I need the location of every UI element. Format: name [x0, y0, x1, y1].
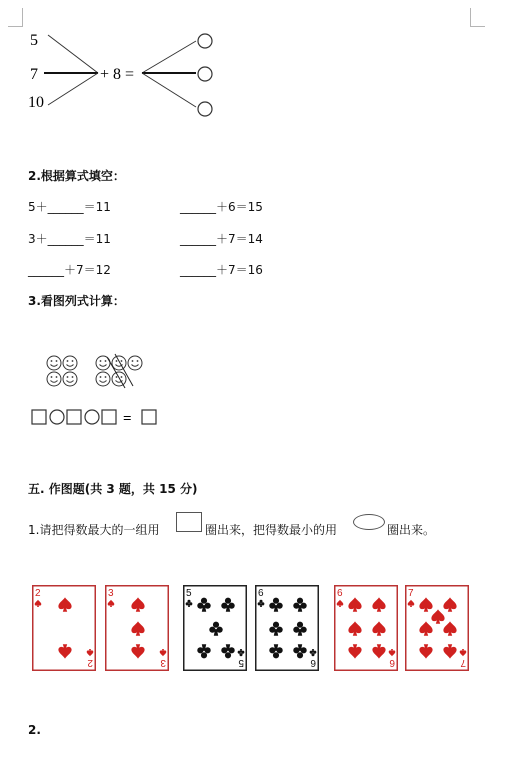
equation-3: 3＋______＝11: [28, 232, 111, 246]
answer-box-1: [32, 410, 46, 424]
smiley-face: [112, 372, 126, 386]
playing-card-6-club: [255, 585, 319, 671]
left-number-10: 10: [28, 94, 44, 111]
smiley-face: [47, 372, 61, 386]
q2-heading: 2.根据算式填空：: [28, 169, 125, 183]
card-rank-bottom: 5: [238, 657, 244, 668]
square-shape-icon: [176, 512, 202, 532]
operator-circle-1: [50, 410, 64, 424]
section5-q1-text-c: 圈出来。: [387, 523, 436, 537]
q3-heading: 3.看图列式计算：: [28, 294, 125, 308]
card-rank-top: 6: [258, 588, 264, 599]
equation-4: ______＋7＝14: [180, 232, 263, 246]
branch-line-bottom-left: [48, 73, 98, 105]
smiley-face: [63, 372, 77, 386]
left-number-7: 7: [30, 66, 38, 83]
card-rank-bottom: 3: [160, 657, 166, 668]
smiley-face: [96, 372, 110, 386]
corner-mark-right: [470, 8, 485, 27]
equals-sign: =: [123, 411, 132, 427]
playing-card-7-spade: [405, 585, 469, 671]
card-rank-bottom: 6: [310, 657, 316, 668]
card-border: [335, 586, 398, 671]
smiley-face: [128, 356, 142, 370]
card-border: [256, 586, 319, 671]
q2b-label: 2.: [28, 723, 41, 737]
equation-6: ______＋7＝16: [180, 263, 263, 277]
answer-circle-middle: [198, 67, 212, 81]
card-rank-bottom: 6: [389, 657, 395, 668]
answer-box-4: [142, 410, 156, 424]
section5-heading: 五. 作图题(共 3 题，共 15 分): [28, 482, 198, 496]
oval-shape-icon: [353, 514, 385, 530]
operator-text: + 8 =: [100, 66, 135, 83]
smiley-face: [112, 356, 126, 370]
left-number-5: 5: [30, 32, 38, 49]
card-rank-top: 6: [337, 588, 343, 599]
equation-boxes: [30, 408, 165, 428]
smiley-face: [47, 356, 61, 370]
card-border: [184, 586, 247, 671]
smiley-face: [63, 356, 77, 370]
section5-q1-text-a: 1.请把得数最大的一组用: [28, 523, 160, 537]
playing-card-2-spade: [32, 585, 96, 671]
card-border: [406, 586, 469, 671]
playing-card-3-spade: [105, 585, 169, 671]
section5-q1-text-b: 圈出来，把得数最小的用: [205, 523, 338, 537]
equation-2: ______＋6＝15: [180, 200, 263, 214]
card-rank-top: 5: [186, 588, 192, 599]
equation-5: ______＋7＝12: [28, 263, 111, 277]
answer-circle-bottom: [198, 102, 212, 116]
card-rank-bottom: 7: [460, 657, 466, 668]
card-rank-top: 7: [408, 588, 414, 599]
card-border: [33, 586, 96, 671]
playing-card-6-spade: [334, 585, 398, 671]
branch-line-top-left: [48, 35, 98, 73]
number-branch-diagram: [20, 25, 230, 125]
answer-circle-top: [198, 34, 212, 48]
answer-box-3: [102, 410, 116, 424]
smiley-faces-picture: [45, 352, 150, 394]
card-rank-top: 2: [35, 588, 41, 599]
card-rank-top: 3: [108, 588, 114, 599]
branch-line-bottom-right: [142, 73, 196, 107]
card-rank-bottom: 2: [87, 657, 93, 668]
playing-card-5-club: [183, 585, 247, 671]
branch-line-top-right: [142, 41, 196, 73]
equation-1: 5＋______＝11: [28, 200, 111, 214]
operator-circle-2: [85, 410, 99, 424]
answer-box-2: [67, 410, 81, 424]
